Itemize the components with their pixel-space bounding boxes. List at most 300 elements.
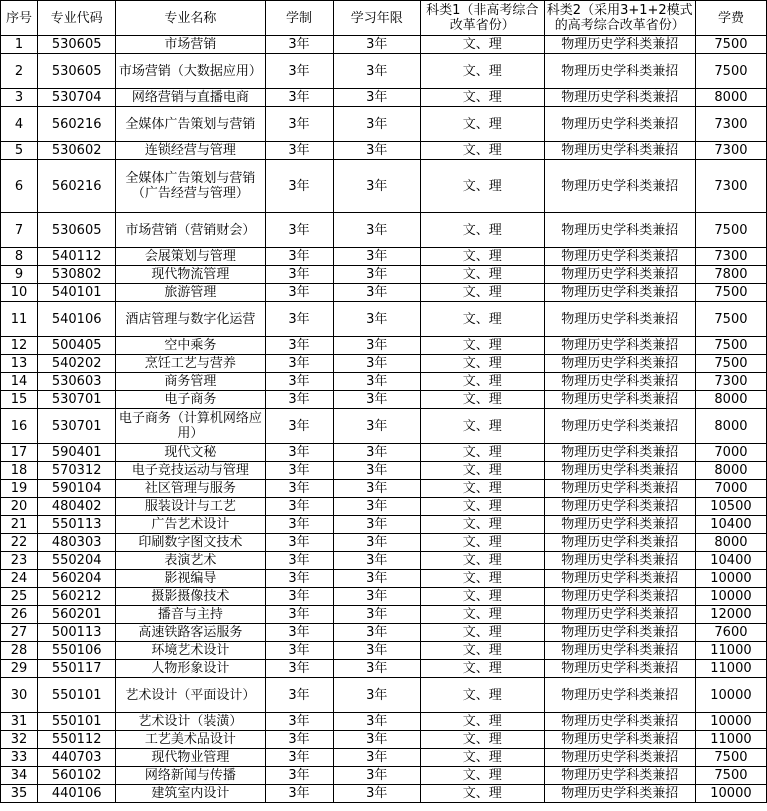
cell-years: 3年: [333, 480, 421, 498]
cell-system: 3年: [265, 606, 333, 624]
cell-code: 440703: [38, 749, 116, 767]
cell-category1: 文、理: [421, 302, 545, 337]
cell-name: 播音与主持: [116, 606, 265, 624]
cell-category1: 文、理: [421, 552, 545, 570]
cell-index: 25: [1, 588, 38, 606]
cell-index: 24: [1, 570, 38, 588]
cell-category2: 物理历史学科类兼招: [544, 624, 695, 642]
cell-category2: 物理历史学科类兼招: [544, 731, 695, 749]
table-row: [1, 444, 767, 462]
table-row: [1, 248, 767, 266]
cell-category1: 文、理: [421, 606, 545, 624]
cell-category2: 物理历史学科类兼招: [544, 444, 695, 462]
cell-system: 3年: [265, 570, 333, 588]
cell-index: 29: [1, 660, 38, 678]
cell-fee: 12000: [695, 606, 766, 624]
cell-name: 现代物流管理: [116, 266, 265, 284]
table-row: [1, 642, 767, 660]
cell-category2: 物理历史学科类兼招: [544, 284, 695, 302]
cell-fee: 8000: [695, 534, 766, 552]
cell-name: 现代文秘: [116, 444, 265, 462]
cell-category1: 文、理: [421, 534, 545, 552]
cell-category2: 物理历史学科类兼招: [544, 588, 695, 606]
cell-index: 11: [1, 302, 38, 337]
cell-code: 550204: [38, 552, 116, 570]
cell-name: 全媒体广告策划与营销: [116, 107, 265, 142]
cell-fee: 8000: [695, 462, 766, 480]
cell-system: 3年: [265, 302, 333, 337]
cell-category1: 文、理: [421, 642, 545, 660]
cell-code: 550117: [38, 660, 116, 678]
cell-system: 3年: [265, 284, 333, 302]
cell-fee: 7500: [695, 355, 766, 373]
table-row: [1, 107, 767, 142]
cell-years: 3年: [333, 606, 421, 624]
cell-fee: 10400: [695, 516, 766, 534]
cell-name: 建筑室内设计: [116, 785, 265, 803]
cell-years: 3年: [333, 409, 421, 444]
table-row: [1, 373, 767, 391]
cell-category1: 文、理: [421, 588, 545, 606]
table-row: [1, 624, 767, 642]
cell-fee: 7600: [695, 624, 766, 642]
cell-system: 3年: [265, 516, 333, 534]
cell-years: 3年: [333, 266, 421, 284]
cell-category1: 文、理: [421, 142, 545, 160]
cell-category2: 物理历史学科类兼招: [544, 498, 695, 516]
cell-name: 旅游管理: [116, 284, 265, 302]
cell-code: 560216: [38, 107, 116, 142]
cell-code: 540112: [38, 248, 116, 266]
cell-years: 3年: [333, 391, 421, 409]
cell-system: 3年: [265, 444, 333, 462]
cell-system: 3年: [265, 248, 333, 266]
cell-category2: 物理历史学科类兼招: [544, 266, 695, 284]
cell-fee: 7500: [695, 284, 766, 302]
cell-category1: 文、理: [421, 767, 545, 785]
cell-category2: 物理历史学科类兼招: [544, 462, 695, 480]
cell-index: 21: [1, 516, 38, 534]
cell-category1: 文、理: [421, 54, 545, 89]
cell-category1: 文、理: [421, 248, 545, 266]
cell-category2: 物理历史学科类兼招: [544, 248, 695, 266]
cell-fee: 11000: [695, 731, 766, 749]
cell-name: 市场营销（大数据应用）: [116, 54, 265, 89]
table-row: [1, 213, 767, 248]
cell-name: 人物形象设计: [116, 660, 265, 678]
cell-fee: 7500: [695, 749, 766, 767]
cell-code: 480402: [38, 498, 116, 516]
cell-fee: 8000: [695, 89, 766, 107]
cell-code: 570312: [38, 462, 116, 480]
cell-index: 4: [1, 107, 38, 142]
cell-category2: 物理历史学科类兼招: [544, 355, 695, 373]
cell-category1: 文、理: [421, 284, 545, 302]
cell-category2: 物理历史学科类兼招: [544, 302, 695, 337]
cell-code: 560102: [38, 767, 116, 785]
cell-name: 市场营销（营销财会）: [116, 213, 265, 248]
cell-years: 3年: [333, 160, 421, 213]
cell-category2: 物理历史学科类兼招: [544, 89, 695, 107]
cell-fee: 7800: [695, 266, 766, 284]
cell-fee: 7500: [695, 337, 766, 355]
cell-code: 540202: [38, 355, 116, 373]
cell-category1: 文、理: [421, 160, 545, 213]
cell-years: 3年: [333, 498, 421, 516]
cell-fee: 7500: [695, 36, 766, 54]
cell-system: 3年: [265, 54, 333, 89]
cell-years: 3年: [333, 248, 421, 266]
cell-code: 500113: [38, 624, 116, 642]
cell-category1: 文、理: [421, 391, 545, 409]
cell-code: 590104: [38, 480, 116, 498]
cell-category1: 文、理: [421, 337, 545, 355]
cell-category1: 文、理: [421, 678, 545, 713]
cell-index: 16: [1, 409, 38, 444]
table-row: [1, 552, 767, 570]
cell-code: 530701: [38, 391, 116, 409]
cell-years: 3年: [333, 462, 421, 480]
cell-category2: 物理历史学科类兼招: [544, 534, 695, 552]
cell-name: 环境艺术设计: [116, 642, 265, 660]
table-row: [1, 462, 767, 480]
cell-index: 33: [1, 749, 38, 767]
cell-category1: 文、理: [421, 373, 545, 391]
cell-name: 烹饪工艺与营养: [116, 355, 265, 373]
header-category2: 科类2（采用3+1+2模式的高考综合改革省份）: [544, 1, 695, 36]
cell-name: 酒店管理与数字化运营: [116, 302, 265, 337]
cell-fee: 7300: [695, 142, 766, 160]
cell-years: 3年: [333, 660, 421, 678]
cell-code: 530802: [38, 266, 116, 284]
cell-code: 550101: [38, 678, 116, 713]
cell-system: 3年: [265, 409, 333, 444]
cell-system: 3年: [265, 480, 333, 498]
cell-years: 3年: [333, 54, 421, 89]
cell-code: 550101: [38, 713, 116, 731]
cell-fee: 11000: [695, 642, 766, 660]
header-system: 学制: [265, 1, 333, 36]
cell-years: 3年: [333, 534, 421, 552]
cell-category2: 物理历史学科类兼招: [544, 107, 695, 142]
cell-years: 3年: [333, 731, 421, 749]
cell-index: 23: [1, 552, 38, 570]
cell-category1: 文、理: [421, 444, 545, 462]
cell-name: 社区管理与服务: [116, 480, 265, 498]
cell-years: 3年: [333, 516, 421, 534]
cell-code: 440106: [38, 785, 116, 803]
cell-index: 7: [1, 213, 38, 248]
cell-years: 3年: [333, 89, 421, 107]
cell-system: 3年: [265, 678, 333, 713]
cell-name: 影视编导: [116, 570, 265, 588]
table-row: [1, 767, 767, 785]
cell-system: 3年: [265, 107, 333, 142]
cell-category1: 文、理: [421, 713, 545, 731]
cell-category1: 文、理: [421, 785, 545, 803]
cell-category2: 物理历史学科类兼招: [544, 391, 695, 409]
cell-index: 17: [1, 444, 38, 462]
cell-system: 3年: [265, 713, 333, 731]
cell-system: 3年: [265, 642, 333, 660]
cell-years: 3年: [333, 284, 421, 302]
cell-system: 3年: [265, 266, 333, 284]
cell-name: 空中乘务: [116, 337, 265, 355]
cell-fee: 10000: [695, 588, 766, 606]
cell-fee: 10000: [695, 678, 766, 713]
cell-fee: 7500: [695, 54, 766, 89]
cell-years: 3年: [333, 713, 421, 731]
cell-category2: 物理历史学科类兼招: [544, 767, 695, 785]
cell-name: 会展策划与管理: [116, 248, 265, 266]
cell-fee: 10400: [695, 552, 766, 570]
cell-index: 2: [1, 54, 38, 89]
cell-name: 印刷数字图文技术: [116, 534, 265, 552]
table-row: [1, 54, 767, 89]
cell-system: 3年: [265, 767, 333, 785]
cell-years: 3年: [333, 642, 421, 660]
table-row: [1, 606, 767, 624]
cell-system: 3年: [265, 588, 333, 606]
cell-category2: 物理历史学科类兼招: [544, 480, 695, 498]
table-row: [1, 36, 767, 54]
cell-category2: 物理历史学科类兼招: [544, 516, 695, 534]
cell-system: 3年: [265, 373, 333, 391]
table-row: [1, 570, 767, 588]
table-row: [1, 731, 767, 749]
cell-fee: 7300: [695, 107, 766, 142]
table-row: [1, 713, 767, 731]
table-row: [1, 302, 767, 337]
cell-category1: 文、理: [421, 480, 545, 498]
cell-category1: 文、理: [421, 462, 545, 480]
cell-code: 540101: [38, 284, 116, 302]
cell-index: 9: [1, 266, 38, 284]
cell-index: 14: [1, 373, 38, 391]
cell-name: 高速铁路客运服务: [116, 624, 265, 642]
cell-system: 3年: [265, 624, 333, 642]
header-category1: 科类1（非高考综合改革省份）: [421, 1, 545, 36]
cell-name: 摄影摄像技术: [116, 588, 265, 606]
cell-years: 3年: [333, 444, 421, 462]
table-row: [1, 142, 767, 160]
cell-category2: 物理历史学科类兼招: [544, 552, 695, 570]
cell-years: 3年: [333, 142, 421, 160]
cell-system: 3年: [265, 89, 333, 107]
table-row: [1, 785, 767, 803]
cell-code: 530603: [38, 373, 116, 391]
table-row: [1, 678, 767, 713]
cell-fee: 8000: [695, 391, 766, 409]
cell-category1: 文、理: [421, 89, 545, 107]
cell-category1: 文、理: [421, 749, 545, 767]
table-row: [1, 516, 767, 534]
cell-category2: 物理历史学科类兼招: [544, 160, 695, 213]
cell-fee: 7000: [695, 444, 766, 462]
cell-fee: 10000: [695, 713, 766, 731]
cell-name: 电子竞技运动与管理: [116, 462, 265, 480]
table-row: [1, 355, 767, 373]
cell-category2: 物理历史学科类兼招: [544, 337, 695, 355]
cell-years: 3年: [333, 552, 421, 570]
cell-category2: 物理历史学科类兼招: [544, 54, 695, 89]
cell-category1: 文、理: [421, 213, 545, 248]
cell-years: 3年: [333, 767, 421, 785]
table-row: [1, 284, 767, 302]
cell-name: 网络新闻与传播: [116, 767, 265, 785]
cell-system: 3年: [265, 785, 333, 803]
cell-years: 3年: [333, 624, 421, 642]
table-row: [1, 89, 767, 107]
cell-years: 3年: [333, 355, 421, 373]
cell-index: 8: [1, 248, 38, 266]
cell-category2: 物理历史学科类兼招: [544, 606, 695, 624]
header-name: 专业名称: [116, 1, 265, 36]
cell-category2: 物理历史学科类兼招: [544, 142, 695, 160]
cell-code: 550113: [38, 516, 116, 534]
cell-code: 530602: [38, 142, 116, 160]
cell-category2: 物理历史学科类兼招: [544, 36, 695, 54]
cell-code: 560212: [38, 588, 116, 606]
cell-index: 27: [1, 624, 38, 642]
cell-fee: 7000: [695, 480, 766, 498]
header-row: [1, 1, 767, 36]
cell-category1: 文、理: [421, 516, 545, 534]
cell-name: 市场营销: [116, 36, 265, 54]
cell-index: 35: [1, 785, 38, 803]
cell-years: 3年: [333, 107, 421, 142]
cell-category1: 文、理: [421, 731, 545, 749]
cell-category1: 文、理: [421, 624, 545, 642]
cell-category2: 物理历史学科类兼招: [544, 749, 695, 767]
cell-years: 3年: [333, 302, 421, 337]
cell-category1: 文、理: [421, 660, 545, 678]
cell-category2: 物理历史学科类兼招: [544, 660, 695, 678]
cell-years: 3年: [333, 749, 421, 767]
table-row: [1, 480, 767, 498]
cell-name: 广告艺术设计: [116, 516, 265, 534]
cell-index: 30: [1, 678, 38, 713]
header-index: 序号: [1, 1, 38, 36]
cell-category1: 文、理: [421, 266, 545, 284]
cell-code: 540106: [38, 302, 116, 337]
cell-code: 590401: [38, 444, 116, 462]
cell-category1: 文、理: [421, 36, 545, 54]
cell-name: 电子商务: [116, 391, 265, 409]
header-years: 学习年限: [333, 1, 421, 36]
cell-fee: 7500: [695, 767, 766, 785]
cell-name: 商务管理: [116, 373, 265, 391]
cell-code: 530605: [38, 36, 116, 54]
cell-code: 530605: [38, 213, 116, 248]
cell-name: 全媒体广告策划与营销（广告经营与管理）: [116, 160, 265, 213]
cell-name: 工艺美术品设计: [116, 731, 265, 749]
cell-index: 20: [1, 498, 38, 516]
cell-name: 艺术设计（平面设计）: [116, 678, 265, 713]
cell-code: 500405: [38, 337, 116, 355]
cell-index: 31: [1, 713, 38, 731]
cell-fee: 7300: [695, 373, 766, 391]
cell-category1: 文、理: [421, 355, 545, 373]
cell-name: 电子商务（计算机网络应用）: [116, 409, 265, 444]
cell-fee: 7300: [695, 248, 766, 266]
cell-system: 3年: [265, 462, 333, 480]
table-row: [1, 160, 767, 213]
table-row: [1, 337, 767, 355]
cell-category2: 物理历史学科类兼招: [544, 678, 695, 713]
cell-index: 1: [1, 36, 38, 54]
cell-fee: 7300: [695, 160, 766, 213]
cell-fee: 8000: [695, 409, 766, 444]
cell-years: 3年: [333, 588, 421, 606]
cell-name: 网络营销与直播电商: [116, 89, 265, 107]
cell-name: 连锁经营与管理: [116, 142, 265, 160]
cell-code: 530605: [38, 54, 116, 89]
cell-index: 6: [1, 160, 38, 213]
cell-name: 表演艺术: [116, 552, 265, 570]
table-row: [1, 534, 767, 552]
cell-category1: 文、理: [421, 498, 545, 516]
table-body: [1, 36, 767, 803]
cell-system: 3年: [265, 498, 333, 516]
cell-fee: 11000: [695, 660, 766, 678]
cell-index: 22: [1, 534, 38, 552]
cell-code: 560216: [38, 160, 116, 213]
cell-category1: 文、理: [421, 409, 545, 444]
cell-index: 26: [1, 606, 38, 624]
cell-code: 480303: [38, 534, 116, 552]
cell-system: 3年: [265, 749, 333, 767]
cell-category2: 物理历史学科类兼招: [544, 213, 695, 248]
cell-index: 13: [1, 355, 38, 373]
cell-index: 19: [1, 480, 38, 498]
cell-category2: 物理历史学科类兼招: [544, 642, 695, 660]
cell-index: 3: [1, 89, 38, 107]
cell-system: 3年: [265, 142, 333, 160]
cell-code: 550106: [38, 642, 116, 660]
cell-index: 15: [1, 391, 38, 409]
cell-name: 服装设计与工艺: [116, 498, 265, 516]
cell-system: 3年: [265, 391, 333, 409]
cell-category2: 物理历史学科类兼招: [544, 713, 695, 731]
cell-index: 12: [1, 337, 38, 355]
cell-system: 3年: [265, 160, 333, 213]
cell-years: 3年: [333, 785, 421, 803]
table-row: [1, 588, 767, 606]
cell-system: 3年: [265, 660, 333, 678]
table-row: [1, 266, 767, 284]
cell-code: 560204: [38, 570, 116, 588]
cell-system: 3年: [265, 36, 333, 54]
cell-years: 3年: [333, 570, 421, 588]
header-fee: 学费: [695, 1, 766, 36]
cell-years: 3年: [333, 213, 421, 248]
table-row: [1, 749, 767, 767]
cell-code: 560201: [38, 606, 116, 624]
cell-code: 550112: [38, 731, 116, 749]
cell-system: 3年: [265, 355, 333, 373]
cell-name: 现代物业管理: [116, 749, 265, 767]
cell-category1: 文、理: [421, 570, 545, 588]
cell-index: 28: [1, 642, 38, 660]
cell-fee: 7500: [695, 302, 766, 337]
cell-system: 3年: [265, 213, 333, 248]
cell-category2: 物理历史学科类兼招: [544, 570, 695, 588]
cell-index: 18: [1, 462, 38, 480]
cell-category2: 物理历史学科类兼招: [544, 373, 695, 391]
cell-index: 34: [1, 767, 38, 785]
table-row: [1, 409, 767, 444]
